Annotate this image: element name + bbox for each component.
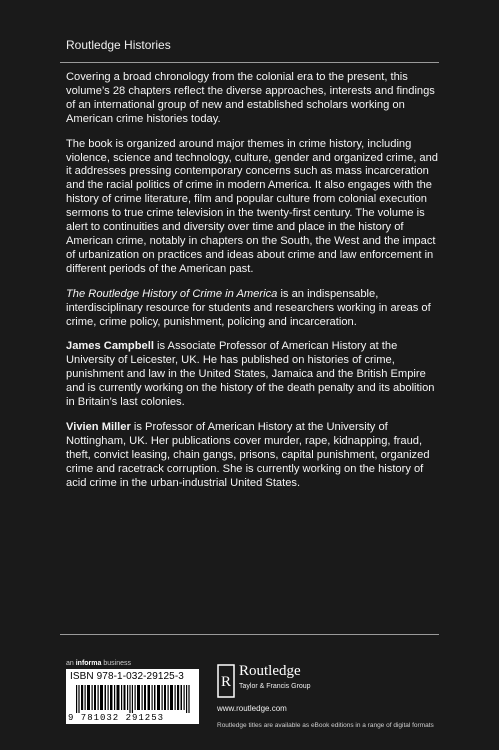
publisher-url: www.routledge.com — [217, 704, 287, 713]
barcode-digits: 9 781032 291253 — [68, 713, 165, 723]
svg-text:R: R — [220, 674, 232, 690]
paragraph-themes: The book is organized around major themes in crime history, including violence, science and technology, culture, gender and organized crime, and it addresses pressing contemporary concerns such as mass incarceration and the racial politics of crime in modern America. It also engages with the history of crime literature, film and popular culture from colonial execution sermons to true crime television in the twenty-first century. The volume is alert to continuities and diversity over time and place in the history of American crime, notably in chapters on the South, the West and the impact of urbanization on practices and ideas about crime and law enforcement in different periods of the American past. — [66, 137, 438, 275]
publisher-name: Routledge — [239, 663, 301, 679]
top-divider — [60, 62, 439, 63]
series-label: Routledge Histories — [66, 38, 171, 52]
editor-bio-miller: is Professor of American History at the University of Nottingham, UK. Her publications cover murder, rape, kidnapping, fraud, theft, convict leasing, chain gangs, prisons, capital punishment, organized crime and racetrack corruption. She is currently working on the history of acid crime in the urban-industrial United States. — [66, 420, 430, 489]
paragraph-overview: Covering a broad chronology from the colonial era to the present, this volume’s 28 chapters reflect the diverse approaches, interests and findings of an international group of new and established scholars working on American crime histories today. — [66, 71, 435, 125]
editor-name-miller: Vivien Miller — [66, 420, 131, 433]
back-cover-text — [66, 71, 444, 501]
barcode — [66, 669, 199, 724]
paragraph-resource-text: is an indispensable, interdisciplinary resource for students and researchers working in areas of crime, crime policy, punishment, policing and incarceration. — [66, 287, 431, 328]
bottom-divider — [60, 634, 439, 635]
barcode-icon — [76, 685, 191, 713]
routledge-logo-icon — [217, 664, 235, 698]
paragraph-resource — [66, 288, 444, 330]
paragraph-editor-miller — [66, 421, 444, 491]
editor-bio-campbell: is Associate Professor of American History at the University of Leicester, UK. He has published on histories of crime, punishment and law in the United States, Jamaica and the British Empire and is currently working on the history of the death penalty and its abolition in Britain’s last colonies. — [66, 340, 435, 409]
book-title: The Routledge History of Crime in America — [66, 287, 278, 300]
paragraph-editor-campbell — [66, 340, 444, 410]
informa-tagline: an informa business — [66, 660, 131, 667]
ebook-note: Routledge titles are available as eBook editions in a range of digital formats — [217, 722, 434, 729]
isbn-text: ISBN 978-1-032-29125-3 — [70, 671, 184, 682]
publisher-group: Taylor & Francis Group — [239, 683, 311, 690]
editor-name-campbell: James Campbell — [66, 340, 154, 353]
